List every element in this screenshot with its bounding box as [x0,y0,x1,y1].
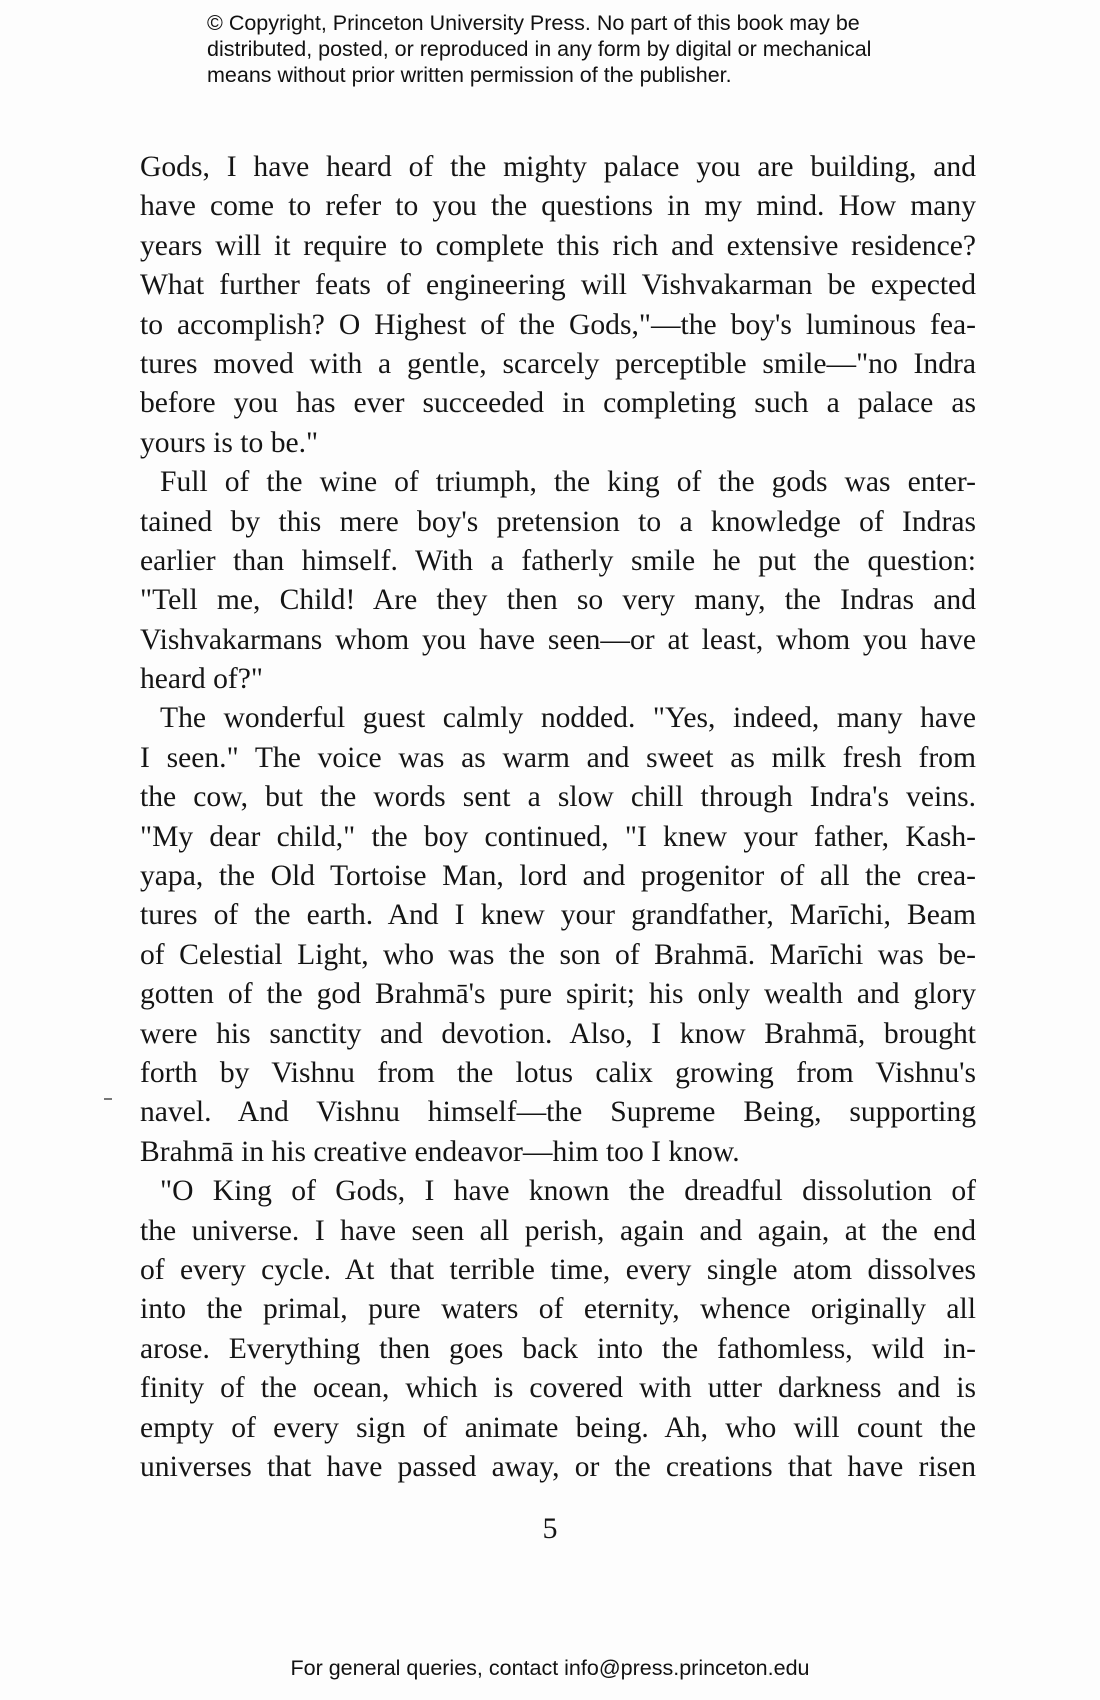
margin-mark [104,1098,112,1100]
text-line: "Tell me, Child! Are they then so very many, the Indras and [140,584,976,617]
text-line: years will it require to complete this rich and extensive residence? [140,229,976,262]
text-line: of every cycle. At that terrible time, every single atom dissolves [140,1253,976,1286]
text-line: The wonderful guest calmly nodded. "Yes, indeed, many have [160,702,976,735]
text-line: forth by Vishnu from the lotus calix growing from Vishnu's [140,1056,976,1089]
text-line: yours is to be." [140,426,319,459]
text-line: empty of every sign of animate being. Ah, who will count the [140,1411,976,1444]
text-line: navel. And Vishnu himself—the Supreme Being, supporting [140,1096,976,1129]
text-line: Vishvakarmans whom you have seen—or at least, whom you have [140,623,976,656]
page-number: 5 [542,1512,558,1545]
copyright-line: distributed, posted, or reproduced in any form by digital or mechanical [207,37,872,61]
copyright-line: means without prior written permission of the publisher. [207,63,732,87]
text-line: into the primal, pure waters of eternity, whence originally all [140,1293,976,1326]
text-line: tained by this mere boy's pretension to a knowledge of Indras [140,505,976,538]
text-line: gotten of the god Brahmā's pure spirit; his only wealth and glory [140,978,976,1011]
text-line: Full of the wine of triumph, the king of the gods was enter- [160,466,976,499]
text-line: to accomplish? O Highest of the Gods,"—the boy's luminous fea- [140,308,976,341]
text-line: have come to refer to you the questions in my mind. How many [140,190,976,223]
text-line: before you has ever succeeded in completing such a palace as [140,387,976,420]
footer-contact: For general queries, contact info@press.princeton.edu [290,1656,810,1680]
text-line: What further feats of engineering will Vishvakarman be expected [140,269,976,302]
text-line: I seen." The voice was as warm and sweet as milk fresh from [140,741,976,774]
text-line: the cow, but the words sent a slow chill through Indra's veins. [140,781,976,814]
text-line: "My dear child," the boy continued, "I knew your father, Kash- [140,820,976,853]
text-line: finity of the ocean, which is covered with utter darkness and is [140,1372,976,1405]
text-line: Gods, I have heard of the mighty palace you are building, and [140,151,976,183]
text-line: heard of?" [140,663,263,696]
text-line: tures of the earth. And I knew your grandfather, Marīchi, Beam [140,899,976,932]
text-line: the universe. I have seen all perish, again and again, at the end [140,1214,976,1247]
body-text [140,148,976,1487]
text-line: arose. Everything then goes back into the fathomless, wild in- [140,1332,976,1365]
text-line: "O King of Gods, I have known the dreadful dissolution of [160,1175,976,1208]
text-line: yapa, the Old Tortoise Man, lord and progenitor of all the crea- [140,860,976,893]
text-line: Brahmā in his creative endeavor—him too I know. [140,1135,740,1168]
text-line: were his sanctity and devotion. Also, I know Brahmā, brought [140,1017,976,1050]
text-line: of Celestial Light, who was the son of Brahmā. Marīchi was be- [140,938,976,971]
text-line: tures moved with a gentle, scarcely perceptible smile—"no Indra [140,347,976,380]
copyright-line: © Copyright, Princeton University Press. No part of this book may be [207,11,860,35]
copyright-notice [207,10,927,88]
text-line: universes that have passed away, or the creations that have risen [140,1450,976,1483]
text-line: earlier than himself. With a fatherly smile he put the question: [140,544,976,577]
